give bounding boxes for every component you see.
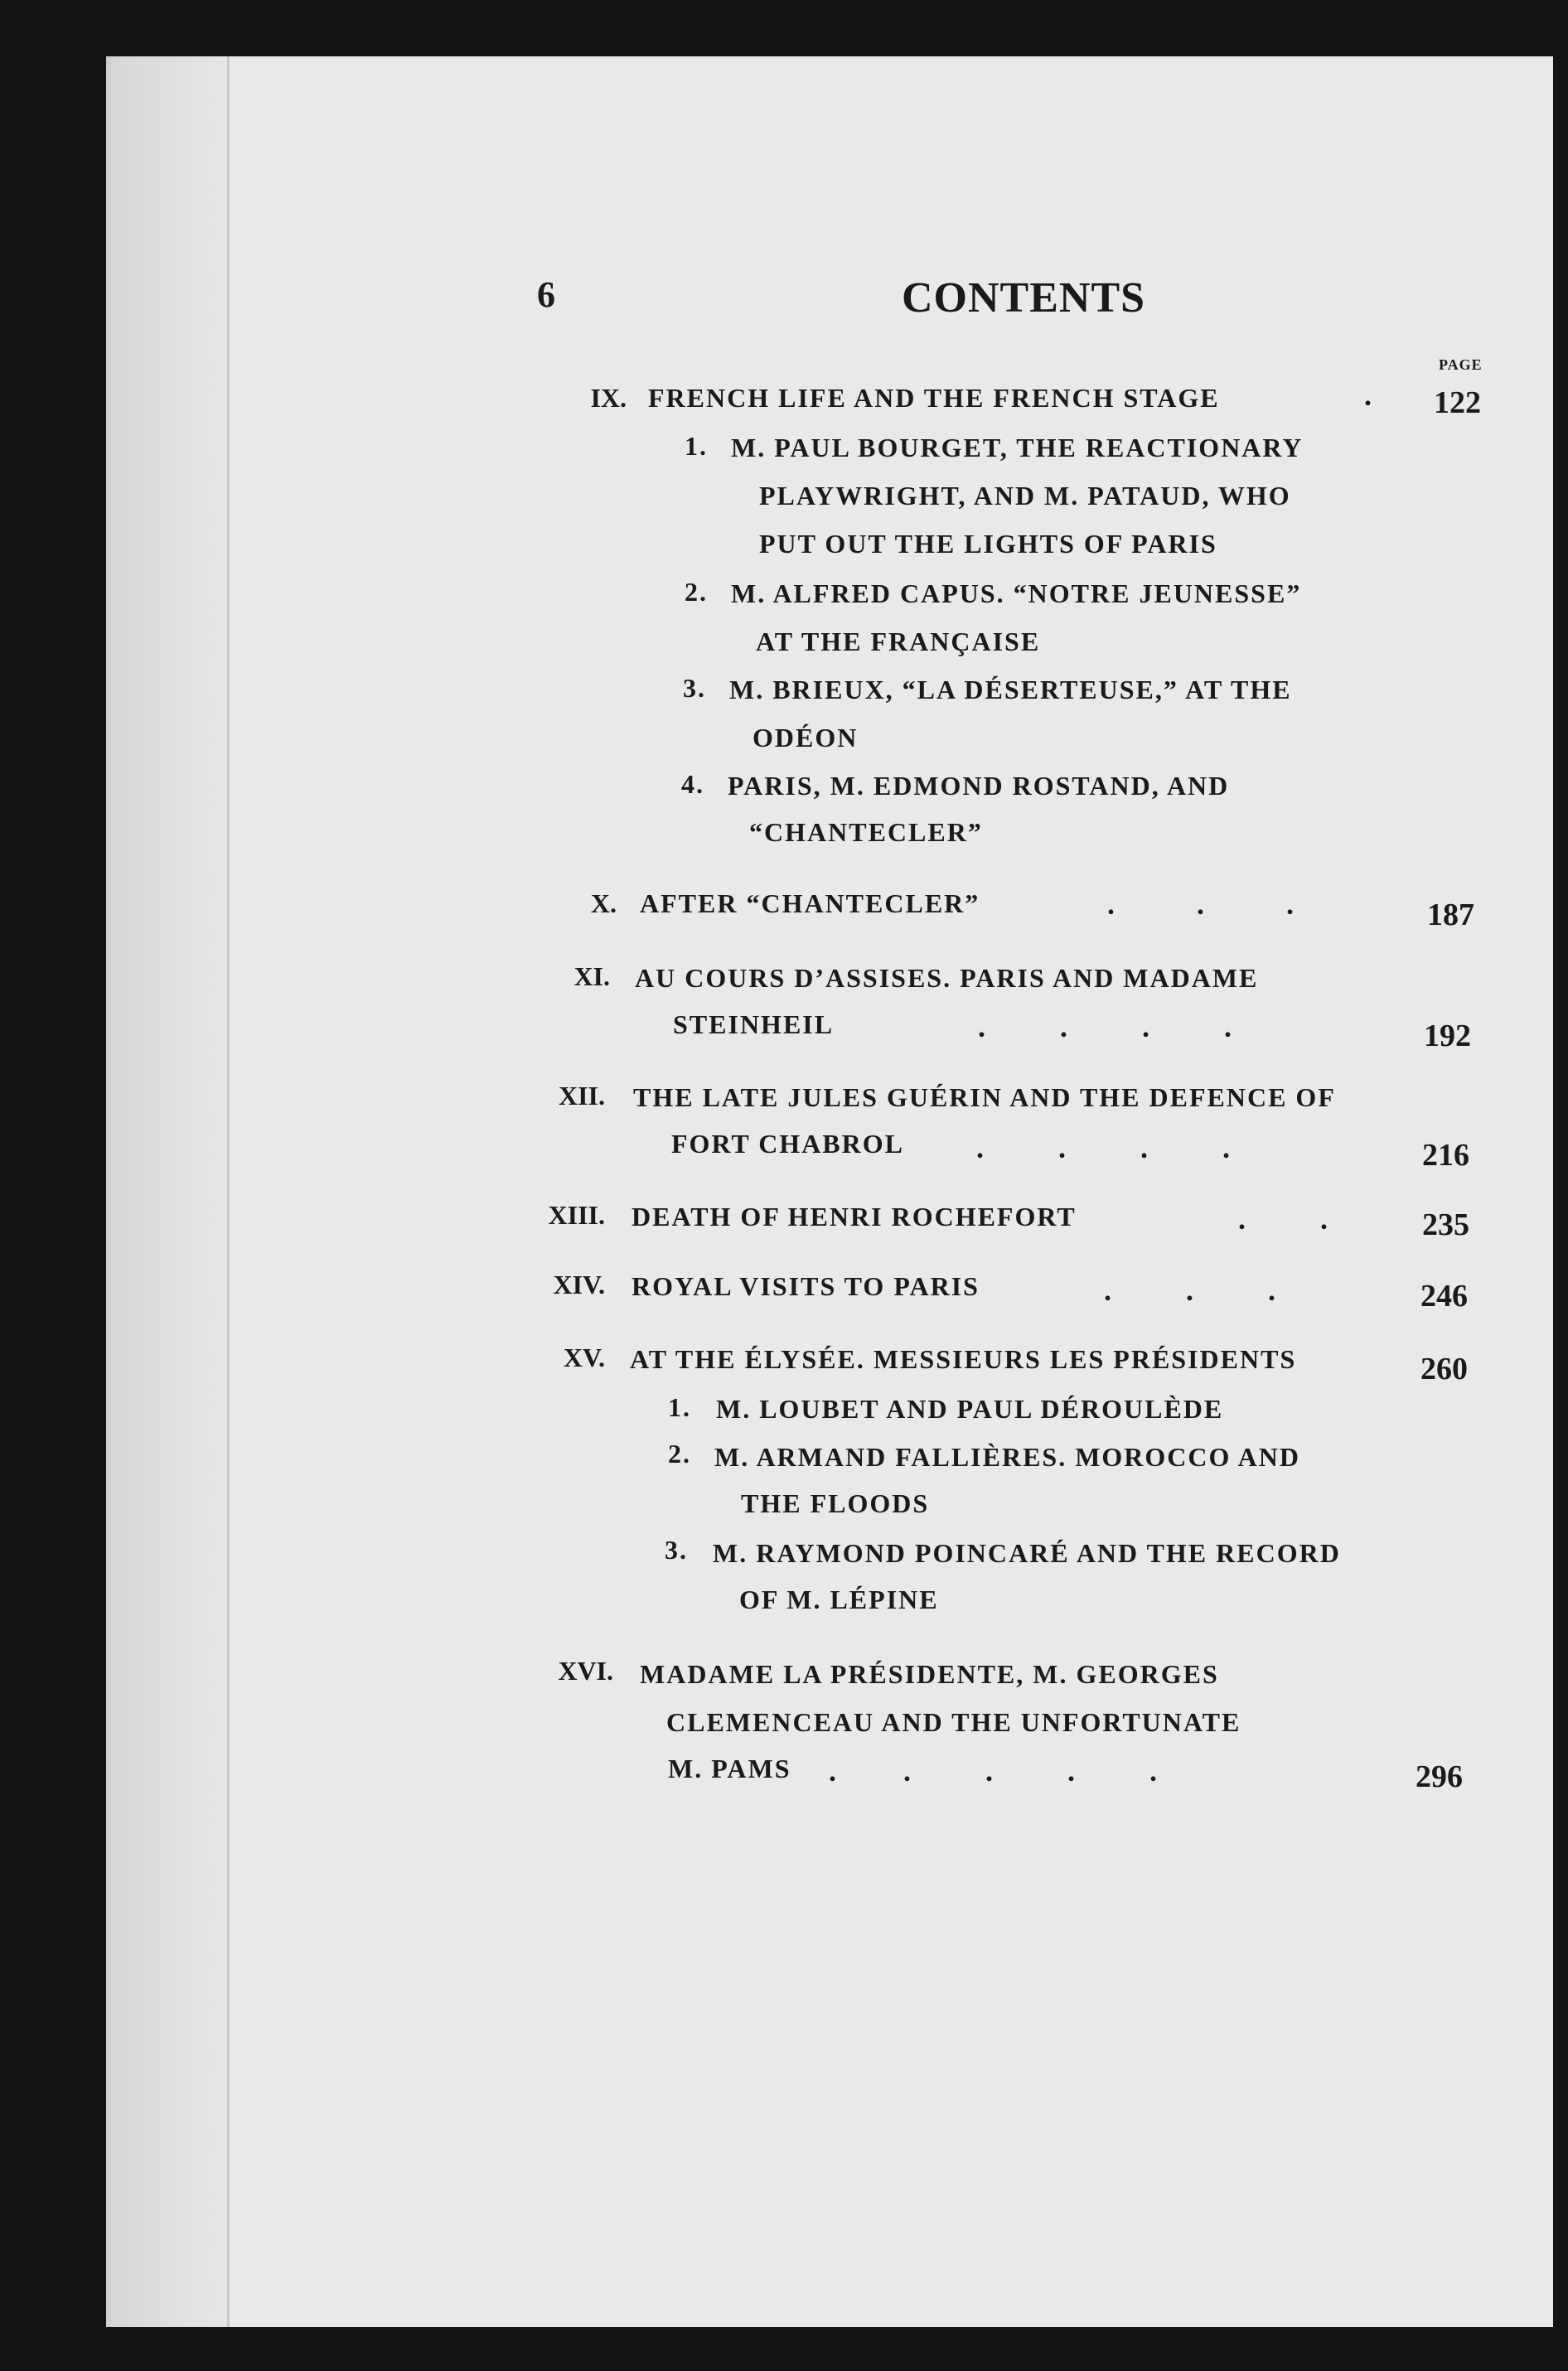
chapter-title-line: AFTER “CHANTECLER” [640, 888, 980, 918]
section-title-line: AT THE FRANÇAISE [756, 627, 1041, 656]
chapter-page: 296 [1416, 1759, 1463, 1794]
leader-dots: . . [1238, 1202, 1328, 1236]
chapter-title-line: M. PAMS [668, 1754, 791, 1783]
chapter-page: 192 [1424, 1019, 1471, 1053]
chapter-title-line: AT THE ÉLYSÉE. MESSIEURS LES PRÉSIDENTS [630, 1344, 1297, 1374]
section-title-line: M. RAYMOND POINCARÉ AND THE RECORD [713, 1538, 1341, 1568]
chapter-title-line: FRENCH LIFE AND THE FRENCH STAGE [648, 383, 1220, 413]
section-title-line: PUT OUT THE LIGHTS OF PARIS [759, 529, 1217, 559]
chapter-page: 216 [1422, 1138, 1469, 1173]
page-number: 6 [537, 274, 555, 315]
section-title-line: M. PAUL BOURGET, THE REACTIONARY [731, 433, 1304, 462]
chapter-title-line: MADAME LA PRÉSIDENTE, M. GEORGES [640, 1659, 1219, 1689]
chapter-page: 260 [1420, 1352, 1468, 1386]
section-number: 3. [665, 1535, 688, 1565]
chapter-title-line: FORT CHABROL [671, 1129, 904, 1159]
chapter-number: XII. [558, 1081, 605, 1110]
chapter-title-line: CLEMENCEAU AND THE UNFORTUNATE [666, 1707, 1241, 1737]
section-title-line: ODÉON [753, 723, 859, 752]
section-title-line: M. BRIEUX, “LA DÉSERTEUSE,” AT THE [729, 675, 1292, 704]
page-gutter [111, 56, 230, 2327]
section-number: 2. [685, 577, 708, 607]
section-title-line: M. ARMAND FALLIÈRES. MOROCCO AND [714, 1442, 1300, 1472]
section-title-line: OF M. LÉPINE [739, 1585, 939, 1614]
section-number: 1. [685, 431, 708, 461]
chapter-number: XIII. [548, 1200, 605, 1230]
section-title-line: THE FLOODS [741, 1488, 930, 1518]
chapter-page: 235 [1422, 1207, 1469, 1242]
chapter-page: 187 [1427, 898, 1474, 932]
chapter-number: XV. [563, 1343, 605, 1372]
leader-dots: . . . [1107, 888, 1294, 921]
section-title-line: “CHANTECLER” [749, 817, 983, 847]
leader-dots: . . . . . [829, 1754, 1157, 1788]
section-title-line: PLAYWRIGHT, AND M. PATAUD, WHO [759, 481, 1291, 510]
section-number: 3. [683, 673, 706, 703]
section-title-line: M. ALFRED CAPUS. “NOTRE JEUNESSE” [731, 578, 1302, 608]
leader-dots: . . . . [978, 1010, 1232, 1043]
section-number: 1. [668, 1392, 691, 1422]
chapter-title-line: STEINHEIL [673, 1009, 835, 1039]
chapter-number: IX. [590, 383, 627, 413]
section-number: 4. [681, 769, 704, 799]
chapter-page: 122 [1434, 385, 1481, 420]
chapter-number: XVI. [558, 1656, 613, 1686]
chapter-title-line: ROYAL VISITS TO PARIS [632, 1271, 980, 1301]
section-number: 2. [668, 1439, 691, 1469]
page-title: CONTENTS [902, 274, 1146, 322]
chapter-title-line: AU COURS D’ASSISES. PARIS AND MADAME [635, 963, 1259, 993]
leader-dots: . [1364, 379, 1372, 412]
chapter-page: 246 [1420, 1279, 1468, 1314]
chapter-number: XIV. [553, 1270, 605, 1299]
leader-dots: . . . . [976, 1131, 1230, 1164]
page-column-label: PAGE [1439, 356, 1483, 373]
leader-dots: . . . [1104, 1274, 1275, 1307]
section-title-line: PARIS, M. EDMOND ROSTAND, AND [728, 771, 1230, 801]
chapter-number: X. [590, 888, 617, 918]
chapter-number: XI. [573, 961, 610, 991]
chapter-title-line: THE LATE JULES GUÉRIN AND THE DEFENCE OF [633, 1082, 1336, 1112]
chapter-title-line: DEATH OF HENRI ROCHEFORT [632, 1202, 1077, 1231]
section-title-line: M. LOUBET AND PAUL DÉROULÈDE [716, 1394, 1224, 1424]
